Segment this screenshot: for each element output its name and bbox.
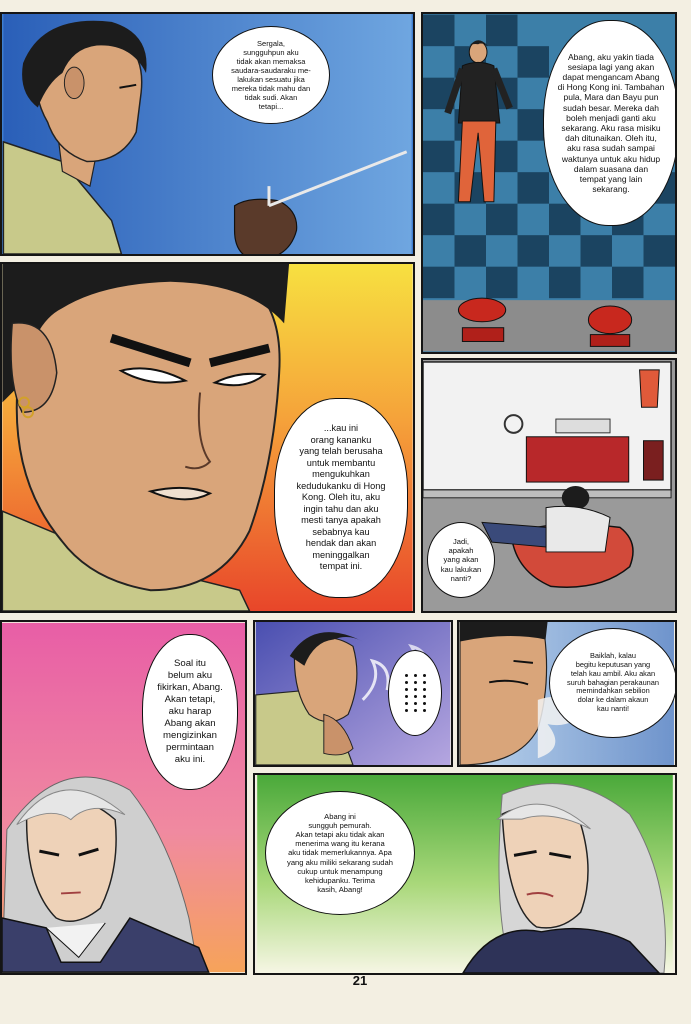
speech-bubble: ...kau ini orang kananku yang telah berusaha untuk membantu mengukuhkan kedudukanku di Hong Kong. Oleh itu, aku ingin tahu dan aku mesti tanya apakah sebabnya kau hendak dan akan meninggalkan tempat ini. bbox=[274, 398, 408, 598]
dot-column bbox=[405, 674, 408, 712]
speech-bubble: Jadi, apakah yang akan kau lakukan nanti? bbox=[427, 522, 495, 598]
panel-1-art bbox=[2, 14, 413, 254]
dot bbox=[405, 709, 408, 712]
speech-bubble: Sergala, sungguhpun aku tidak akan memaksa saudara-saudaraku me- lakukan sesuatu jika mereka tidak mahu dan tidak sudi. Akan tetapi... bbox=[212, 26, 330, 124]
dot bbox=[405, 702, 408, 705]
panel-4 bbox=[421, 358, 677, 613]
dot bbox=[414, 688, 417, 691]
dot bbox=[405, 674, 408, 677]
dot bbox=[414, 702, 417, 705]
panel-8 bbox=[253, 773, 677, 975]
speech-bubble: Soal itu belum aku fikirkan, Abang. Akan tetapi, aku harap Abang akan mengizinkan permintaan aku ini. bbox=[142, 634, 238, 790]
speech-bubble: Abang ini sungguh pemurah. Akan tetapi aku tidak akan menerima wang itu kerana aku tidak memerlukannya. Apa yang aku miliki sekarang sudah cukup untuk menampung kehidupanku. Terima kasih, Abang! bbox=[265, 791, 415, 915]
dot bbox=[414, 709, 417, 712]
page-number: 21 bbox=[352, 973, 368, 988]
dot-column bbox=[423, 674, 426, 712]
speech-bubble: Abang, aku yakin tiada sesiapa lagi yang akan dapat mengancam Abang di Hong Kong ini. Tambahan pula, Mara dan Bayu pun sudah besar. Mereka dah boleh menjadi ganti aku sekarang. Aku rasa misiku dah ditunaikan. Oleh itu, aku rasa sudah sampai waktunya untuk aku hidup dalam suasana dan tempat yang lain sekarang. bbox=[543, 20, 677, 226]
dot bbox=[423, 674, 426, 677]
dot bbox=[423, 681, 426, 684]
dot bbox=[423, 709, 426, 712]
dot-column bbox=[414, 674, 417, 712]
panel-2 bbox=[421, 12, 677, 354]
dot bbox=[414, 674, 417, 677]
speech-bubble: Baiklah, kalau begitu keputusan yang telah kau ambil. Aku akan suruh bahagian perakaunan memindahkan sebilion dolar ke dalam akaun kau nanti! bbox=[549, 628, 677, 738]
dot bbox=[423, 688, 426, 691]
dot bbox=[423, 695, 426, 698]
panel-1 bbox=[0, 12, 415, 256]
dot bbox=[405, 688, 408, 691]
dot bbox=[414, 681, 417, 684]
dot bbox=[414, 695, 417, 698]
panel-3 bbox=[0, 262, 415, 613]
panel-5 bbox=[0, 620, 247, 975]
dot bbox=[423, 702, 426, 705]
dot bbox=[405, 695, 408, 698]
dot bbox=[405, 681, 408, 684]
silent-bubble bbox=[388, 650, 442, 736]
panel-7 bbox=[457, 620, 677, 767]
